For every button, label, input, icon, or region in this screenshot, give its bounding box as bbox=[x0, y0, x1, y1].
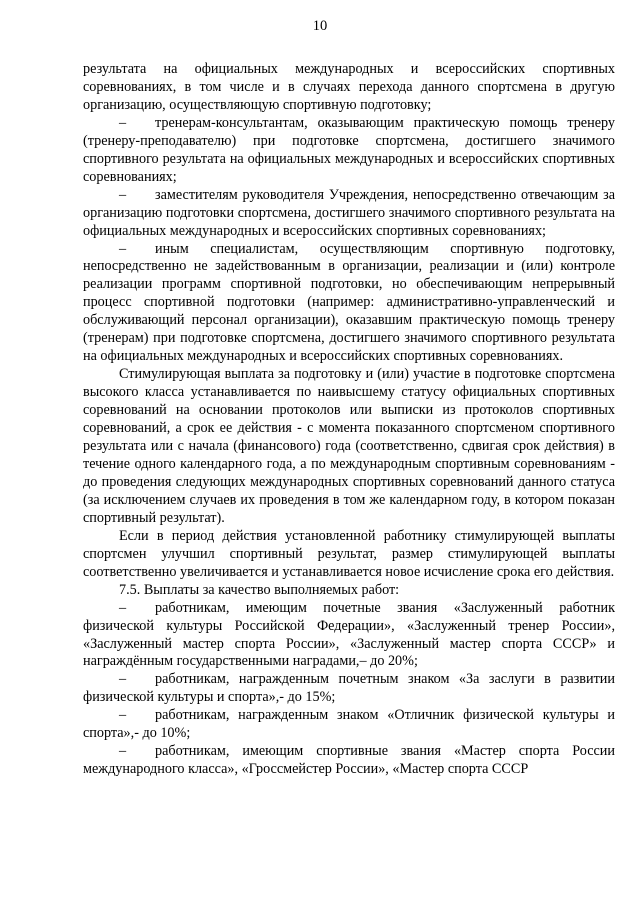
list-item-honorary-titles bbox=[83, 600, 615, 672]
list-item-text: работникам, имеющим спортивные звания «Мастер спорта России международного класса», «Гроссмейстер России», «Мастер спорта СССР bbox=[83, 743, 615, 778]
list-item-text: работникам, награжденным знаком «Отличник физической культуры и спорта»,- до 10%; bbox=[83, 707, 615, 742]
list-item-merit-badge bbox=[83, 671, 615, 707]
page-number: 10 bbox=[312, 18, 328, 34]
list-marker: – bbox=[119, 671, 127, 688]
list-item-deputy-heads bbox=[83, 187, 615, 241]
list-item-text: заместителям руководителя Учреждения, непосредственно отвечающим за организацию подготовки спортсмена, достигшего значимого спортивного результата на официальных международных и всероссийских спортивных соревнованиях; bbox=[83, 186, 615, 239]
list-marker: – bbox=[119, 186, 127, 203]
list-item-sports-titles bbox=[83, 743, 615, 779]
list-item-excellence-badge bbox=[83, 707, 615, 743]
section-heading-7-5: 7.5. Выплаты за качество выполняемых работ: bbox=[119, 581, 400, 598]
list-item-text: иным специалистам, осуществляющим спортивную подготовку, непосредственно не задействованным в организации, реализации и (или) контроле реализации программ спортивной подготовки, но обеспечивающим непрерывный процесс спортивной подготовки (например: административно-управленческий и обслуживающий персонал организации), оказавшим практическую помощь тренеру (тренерам) при подготовке спортсмена, достигшего значимого спортивного результата на официальных международных и всероссийских спортивных соревнованиях. bbox=[83, 240, 615, 365]
list-item-trainers-consultants bbox=[83, 115, 615, 187]
paragraph-improved-result: Если в период действия установленной работнику стимулирующей выплаты спортсмен улучшил спортивный результат, размер стимулирующей выплаты соответственно увеличивается и устанавливается новое исчисление срока его действия. bbox=[83, 527, 615, 580]
list-item-text: тренерам-консультантам, оказывающим практическую помощь тренеру (тренеру-преподавателю) при подготовке спортсмена, достигшего значимого спортивного результата на официальных международных и всероссийских спортивных соревнованиях; bbox=[83, 114, 615, 185]
paragraph-continuation: результата на официальных международных и всероссийских спортивных соревнованиях, в том числе и в случаях перехода данного спортсмена в другую организацию, осуществляющую спортивную подготовку; bbox=[83, 61, 615, 113]
list-item-text: работникам, имеющим почетные звания «Заслуженный работник физической культуры Российской Федерации», «Заслуженный тренер России», «Заслуженный мастер спорта России», «Заслуженный мастер спорта СССР» и награждённым государственными наградами,– до 20%; bbox=[83, 599, 615, 670]
document-body bbox=[83, 61, 615, 779]
list-marker: – bbox=[119, 707, 127, 724]
list-marker: – bbox=[119, 240, 127, 257]
paragraph-stimulating-payment: Стимулирующая выплата за подготовку и (или) участие в подготовке спортсмена высокого класса устанавливается по наивысшему статусу официальных спортивных соревнований на основании протоколов или выписки из протоколов спортивных соревнований, а срок ее действия - с момента показанного спортсменом спортивного результата или с начала (финансового) года (соответственно, сдвигая срок действия) в течение одного календарного года, а по международным спортивным соревнованиям - до проведения следующих международных спортивных соревнований данного статуса (за исключением случаев их проведения в том же календарном году, в котором показан спортивный результат). bbox=[83, 366, 615, 526]
list-marker: – bbox=[119, 114, 127, 131]
list-item-other-specialists bbox=[83, 241, 615, 367]
list-marker: – bbox=[119, 599, 127, 616]
list-item-text: работникам, награжденным почетным знаком «За заслуги в развитии физической культуры и спорта»,- до 15%; bbox=[83, 671, 615, 706]
list-marker: – bbox=[119, 743, 127, 760]
